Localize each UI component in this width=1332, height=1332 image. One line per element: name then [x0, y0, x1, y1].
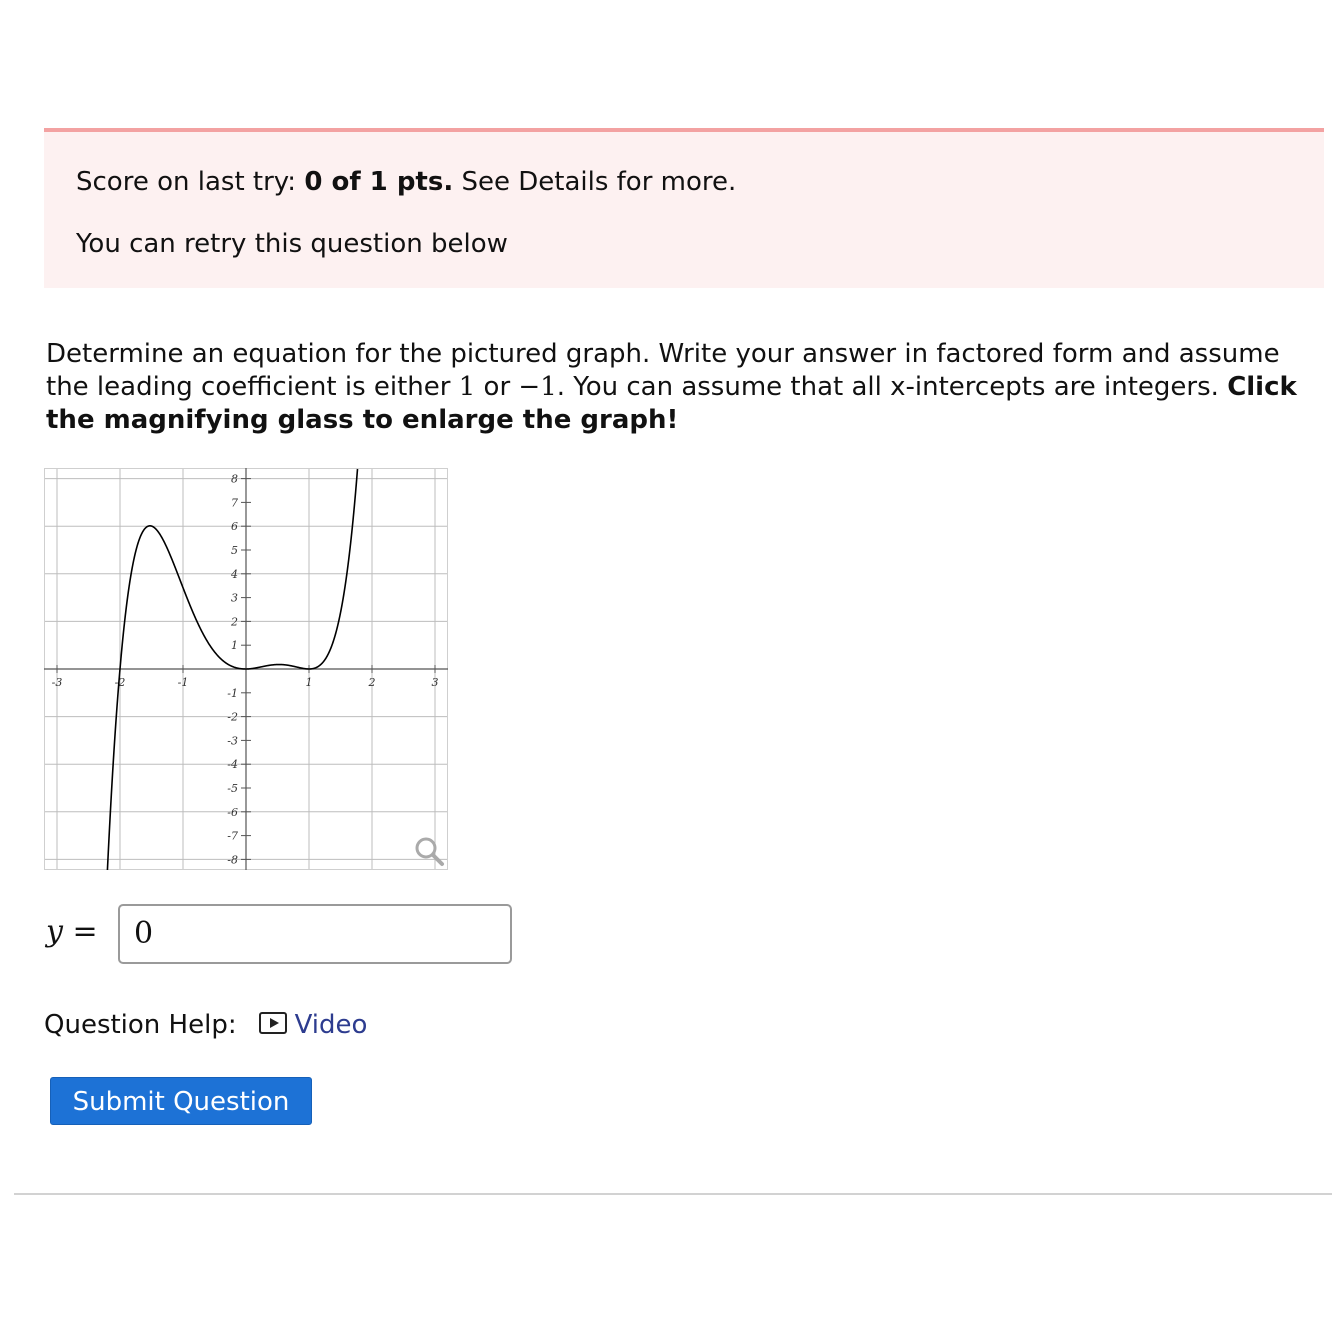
answer-variable: y — [46, 914, 63, 949]
retry-message: You can retry this question below — [76, 229, 508, 259]
x-tick-label: -1 — [177, 676, 189, 689]
prompt-text-or: or — [475, 372, 519, 402]
video-icon — [259, 1012, 287, 1034]
score-suffix: See Details for more. — [453, 167, 737, 197]
y-tick-label: -2 — [227, 710, 238, 724]
y-tick-label: -7 — [227, 829, 238, 843]
y-tick-label: -4 — [227, 758, 238, 772]
y-tick-label: 5 — [231, 544, 238, 557]
y-tick-label: 7 — [231, 496, 238, 510]
y-tick-label: 2 — [231, 615, 238, 629]
x-tick-label: 2 — [368, 676, 376, 689]
answer-equals: = — [62, 914, 98, 949]
submit-question-button[interactable]: Submit Question — [50, 1077, 312, 1125]
coefficient-negative: −1 — [518, 372, 557, 402]
y-tick-label: -6 — [227, 805, 238, 819]
x-tick-label: 3 — [431, 676, 439, 689]
score-value: 0 of 1 pts. — [304, 167, 454, 197]
magnifying-glass-icon[interactable] — [417, 839, 442, 864]
y-tick-label: 3 — [231, 591, 238, 605]
y-tick-label: -3 — [227, 734, 238, 748]
answer-input[interactable]: 0 — [118, 904, 512, 964]
answer-label — [46, 914, 98, 949]
divider — [14, 1193, 1332, 1195]
graph-chart[interactable] — [44, 468, 448, 870]
score-prefix: Score on last try: — [76, 167, 305, 197]
video-link[interactable] — [259, 1007, 368, 1043]
prompt-text-1: Determine an equation for the pictured graph. Write your answer in factored form and assume the leading coefficient is either — [46, 339, 1280, 402]
y-tick-label: -8 — [227, 853, 238, 867]
x-tick-label: -3 — [51, 676, 63, 689]
y-tick-label: 1 — [231, 639, 238, 653]
x-tick-label: -2 — [114, 676, 126, 689]
question-help-label: Question Help: — [44, 1009, 237, 1040]
prompt-bold-instruction: Click the magnifying glass to enlarge the graph! — [46, 372, 1297, 435]
y-tick-label: 8 — [231, 472, 238, 486]
score-summary — [76, 166, 736, 198]
y-tick-label: -5 — [227, 782, 238, 795]
y-tick-label: -1 — [227, 686, 238, 700]
graph-image[interactable] — [44, 468, 448, 870]
prompt-text-2: . You can assume that all x-intercepts are integers. — [556, 372, 1228, 402]
x-tick-label: 1 — [305, 676, 313, 689]
y-tick-label: 4 — [231, 567, 238, 581]
coefficient-positive: 1 — [458, 372, 476, 402]
score-notice — [44, 128, 1324, 288]
video-link-label: Video — [294, 1009, 368, 1040]
question-prompt — [46, 338, 1328, 437]
question-help — [44, 1006, 367, 1043]
y-tick-label: 6 — [231, 520, 238, 534]
